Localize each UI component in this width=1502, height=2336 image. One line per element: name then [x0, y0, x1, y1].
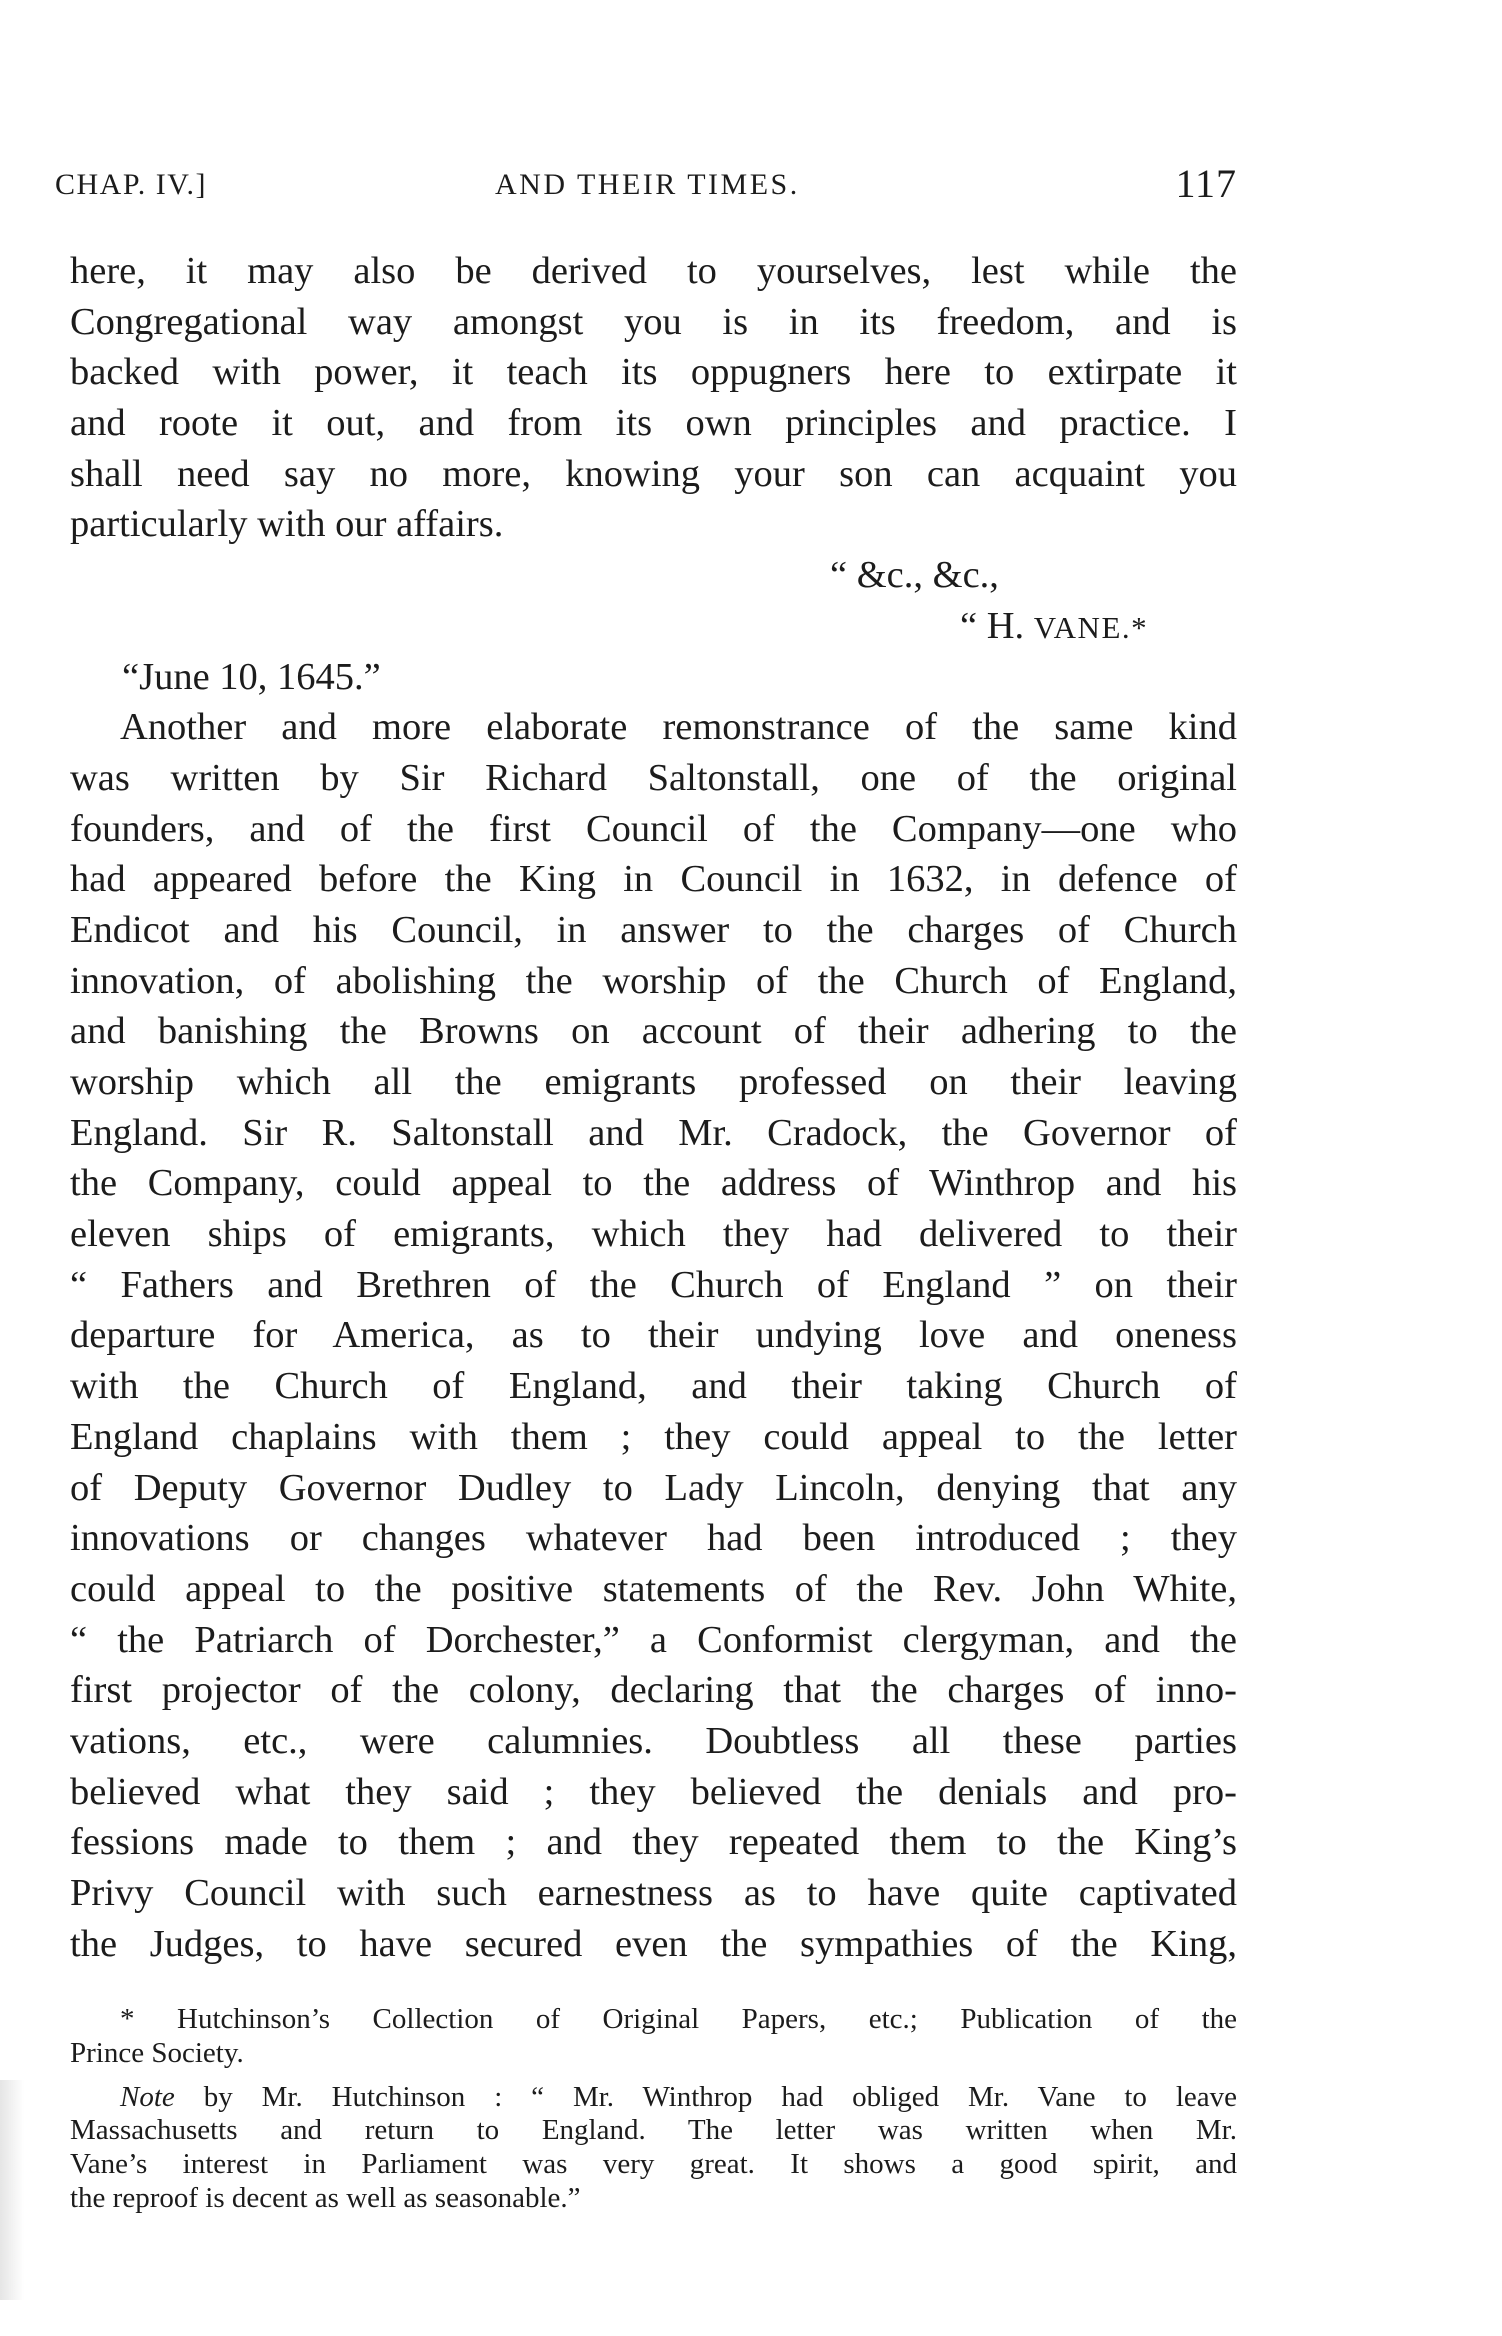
main-text [70, 246, 1237, 1969]
paragraph-line: the Judges, to have secured even the sympathies of the King, [70, 1922, 1237, 1965]
signature-name: VANE.* [1033, 609, 1149, 645]
footnotes [70, 2003, 1237, 2216]
letter-line: particularly with our affairs. [70, 503, 504, 546]
note-line: Massachusetts and return to England. The letter was written when Mr. [70, 2114, 1237, 2147]
paragraph-line: worship which all the emigrants professed on their leaving [70, 1061, 1237, 1103]
paragraph-line: had appeared before the King in Council in 1632, in defence of [70, 858, 1237, 901]
paragraph-line: innovation, of abolishing the worship of the Church of England, [70, 959, 1237, 1002]
chapter-label: CHAP. IV.] [55, 168, 207, 201]
paragraph-line: Endicot and his Council, in answer to the charges of Church [70, 908, 1237, 951]
paragraph-line: England. Sir R. Saltonstall and Mr. Cradock, the Governor of [70, 1111, 1237, 1154]
paragraph-line: “ Fathers and Brethren of the Church of England ” on their [70, 1263, 1237, 1306]
note-line: Vane’s interest in Parliament was very great. It shows a good spirit, and [70, 2148, 1237, 2181]
letter-line: Congregational way amongst you is in its freedom, and is [70, 300, 1237, 343]
letter-closing: “ &c., &c., [830, 554, 999, 597]
note-line: the reproof is decent as well as seasonable.” [70, 2181, 581, 2214]
paragraph-line: England chaplains with them ; they could appeal to the letter [70, 1415, 1237, 1458]
running-header [55, 160, 1237, 204]
paragraph-line: the Company, could appeal to the address of Winthrop and his [70, 1162, 1237, 1205]
paragraph-line: innovations or changes whatever had been introduced ; they [70, 1517, 1237, 1560]
page-number: 117 [1175, 161, 1237, 206]
page-edge-shadow [0, 2080, 24, 2300]
letter-signature [70, 601, 1237, 652]
paragraph-line: was written by Sir Richard Saltonstall, one of the original [70, 756, 1237, 799]
letter-date: “June 10, 1645.” [122, 655, 381, 698]
paragraph-line: founders, and of the first Council of the Company—one who [70, 807, 1237, 850]
letter-line: backed with power, it teach its oppugners here to extirpate it [70, 351, 1237, 394]
note-text: by Mr. Hutchinson : “ Mr. Winthrop had obliged Mr. Vane to leave [174, 2080, 1237, 2113]
paragraph-line: eleven ships of emigrants, which they had delivered to their [70, 1213, 1237, 1256]
running-title: AND THEIR TIMES. [495, 168, 800, 201]
paragraph-line: Privy Council with such earnestness as to have quite captivated [70, 1872, 1237, 1914]
paragraph-line: could appeal to the positive statements of the Rev. John White, [70, 1567, 1237, 1610]
note-label: Note [120, 2080, 175, 2113]
paragraph-line: of Deputy Governor Dudley to Lady Lincoln, denying that any [70, 1466, 1237, 1509]
paragraph-line: and banishing the Browns on account of their adhering to the [70, 1010, 1237, 1053]
paragraph-line: fessions made to them ; and they repeated them to the King’s [70, 1821, 1237, 1864]
letter-line: and roote it out, and from its own principles and practice. I [70, 402, 1237, 445]
paragraph-line: vations, etc., were calumnies. Doubtless all these parties [70, 1719, 1237, 1762]
paragraph-line: departure for America, as to their undying love and oneness [70, 1314, 1237, 1357]
signature-prefix: “ H. [960, 604, 1034, 647]
paragraph-line: with the Church of England, and their taking Church of [70, 1365, 1237, 1408]
footnote-line: * Hutchinson’s Collection of Original Papers, etc.; Publication of the [120, 2003, 1237, 2035]
note-line [70, 2081, 1237, 2115]
letter-line: shall need say no more, knowing your son can acquaint you [70, 452, 1237, 495]
paragraph-line: “ the Patriarch of Dorchester,” a Conformist clergyman, and the [70, 1618, 1237, 1661]
paragraph-line: believed what they said ; they believed the denials and pro- [70, 1770, 1237, 1813]
footnote-line: Prince Society. [70, 2036, 244, 2069]
letter-line: here, it may also be derived to yourselves, lest while the [70, 250, 1237, 292]
paragraph-line: first projector of the colony, declaring that the charges of inno- [70, 1669, 1237, 1712]
paragraph-line: Another and more elaborate remonstrance of the same kind [120, 706, 1237, 749]
